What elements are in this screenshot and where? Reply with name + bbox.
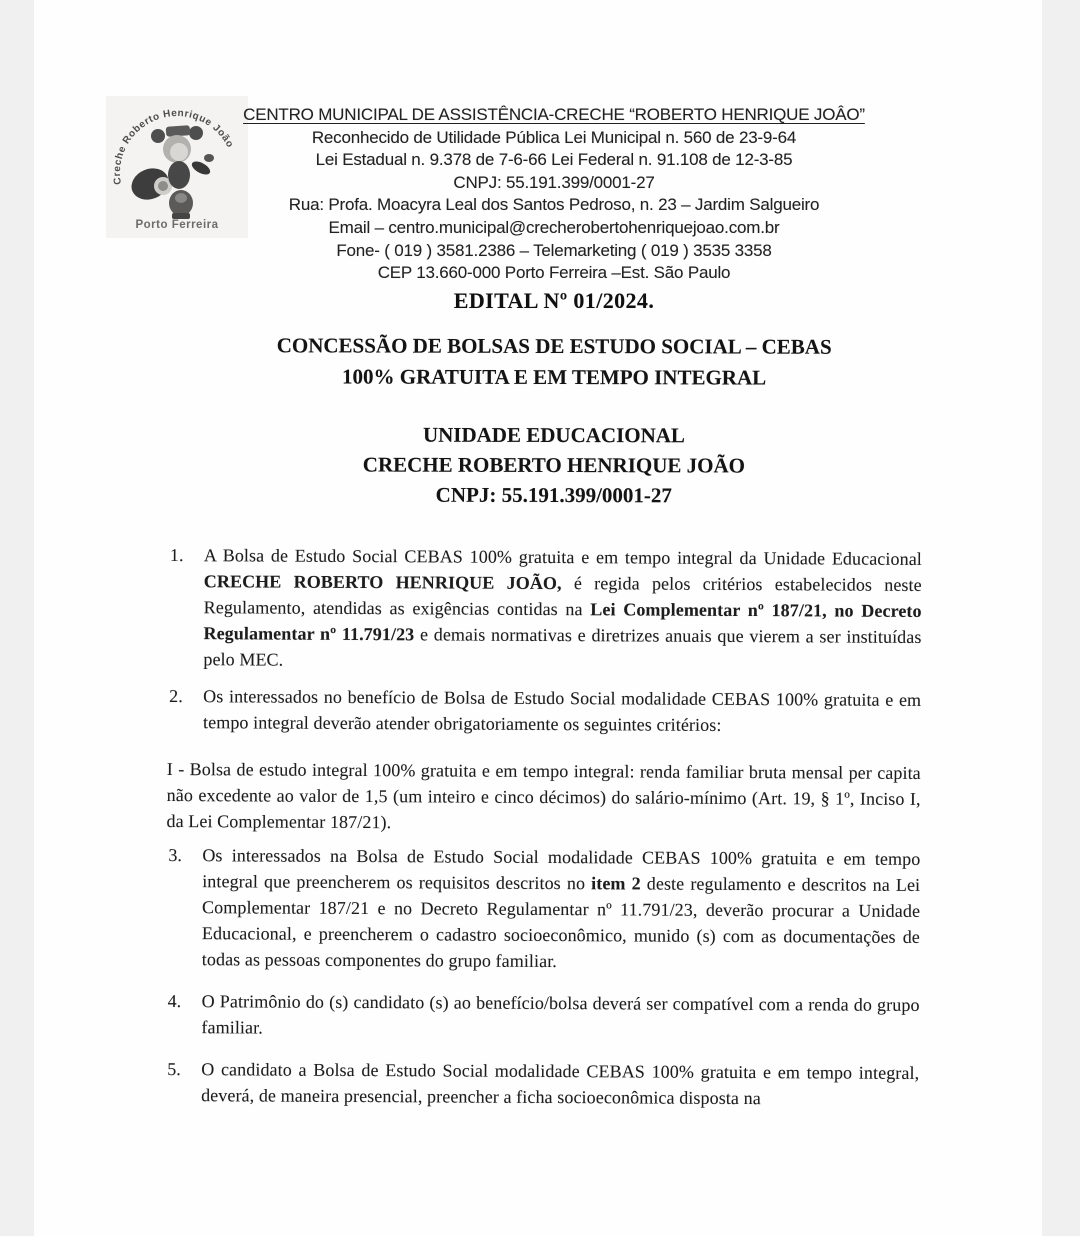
paragraph-item-2 (167, 683, 921, 739)
letterhead-line-recognition: Reconhecido de Utilidade Pública Lei Municipal n. 560 de 23-9-64 (311, 127, 797, 147)
letterhead-line-laws: Lei Estadual n. 9.378 de 7-6-66 Lei Federal n. 91.108 de 12-3-85 (315, 150, 793, 170)
letterhead-line-address: Rua: Profa. Moacyra Leal dos Santos Pedroso, n. 23 – Jardim Salgueiro (288, 195, 820, 215)
logo-arc-text: Creche Roberto Henrique João (111, 107, 236, 186)
paragraph-criterion-I (166, 756, 920, 838)
paragraph-item-4 (165, 988, 919, 1044)
item-4-text: O Patrimônio do (s) candidato (s) ao benefício/bolsa deverá ser compatível com a renda do grupo familiar. (201, 991, 920, 1038)
unit-name: CRECHE ROBERTO HENRIQUE JOÃO (362, 452, 746, 478)
criterion-I-text: I - Bolsa de estudo integral 100% gratuita e em tempo integral: renda familiar bruta mensal per capita não excedente ao valor de 1,5 (um inteiro e cinco décimos) do salário-mínimo (Art. 19, § 1º, Inciso I, da Lei Complementar 187/21). (166, 758, 921, 833)
edital-number: EDITAL Nº 01/2024. (453, 287, 655, 313)
organization-name: CENTRO MUNICIPAL DE ASSISTÊNCIA-CRECHE “ROBERTO HENRIQUE JOÂO” (243, 105, 865, 124)
document-page (34, 0, 1042, 1236)
letterhead-line-cnpj: CNPJ: 55.191.399/0001-27 (453, 172, 655, 192)
logo-city-text: Porto Ferreira (135, 219, 219, 231)
unit-label: UNIDADE EDUCACIONAL (422, 422, 685, 448)
unit-cnpj: CNPJ: 55.191.399/0001-27 (435, 482, 672, 508)
item-3-number: 3. (168, 845, 183, 866)
letterhead-line-cep: CEP 13.660-000 Porto Ferreira –Est. São Paulo (377, 263, 731, 283)
body-paragraphs (165, 542, 922, 1112)
item-3-text: Os interessados na Bolsa de Estudo Social modalidade CEBAS 100% gratuita e em tempo integral que preencherem os requisitos descritos no item 2 deste regulamento e descritos na Lei Complementar 187/21 e no Decreto Regulamentar nº 11.791/23, deverão procurar a Unidade Educacional, e preencherem o cadastro socioeconômico, munido (s) com as documentações de todas as pessoas componentes do grupo familiar. (201, 845, 921, 972)
letterhead-line-phone: Fone- ( 019 ) 3581.2386 – Telemarketing ( 019 ) 3535 3358 (336, 240, 772, 260)
main-title-line2: 100% GRATUITA E EM TEMPO INTEGRAL (342, 364, 767, 390)
item-5-number: 5. (167, 1059, 181, 1080)
item-2-text: Os interessados no benefício de Bolsa de Estudo Social modalidade CEBAS 100% gratuita e em tempo integral deverão atender obrigatoriamente os seguintes critérios: (203, 686, 922, 735)
paragraph-item-3 (166, 842, 921, 976)
item-4-number: 4. (167, 991, 182, 1012)
item-2-number: 2. (169, 686, 183, 707)
document-titles (154, 330, 954, 511)
main-title-line1: CONCESSÃO DE BOLSAS DE ESTUDO SOCIAL – CEBAS (276, 333, 832, 359)
paragraph-item-5 (165, 1056, 919, 1112)
item-1-number: 1. (169, 545, 184, 566)
letterhead-line-email: Email – centro.municipal@crecherobertohenriquejoao.com.br (328, 217, 780, 237)
item-5-text: O candidato a Bolsa de Estudo Social modalidade CEBAS 100% gratuita e em tempo integral, deverá, de maneira presencial, preencher a ficha socioeconômica disposta na (201, 1059, 920, 1109)
letterhead (174, 104, 934, 312)
item-1-text: A Bolsa de Estudo Social CEBAS 100% gratuita e em tempo integral da Unidade Educacional CRECHE ROBERTO HENRIQUE JOÃO, é regida pelos critérios estabelecidos neste Regulamento, atendidas as exigências contidas na Lei Complementar nº 187/21, no Decreto Regulamentar nº 11.791/23 e demais normativas e diretrizes anuais que vierem a ser instituídas pelo MEC. (203, 545, 922, 670)
paragraph-item-1 (167, 542, 922, 676)
unit-title-block (154, 419, 954, 511)
